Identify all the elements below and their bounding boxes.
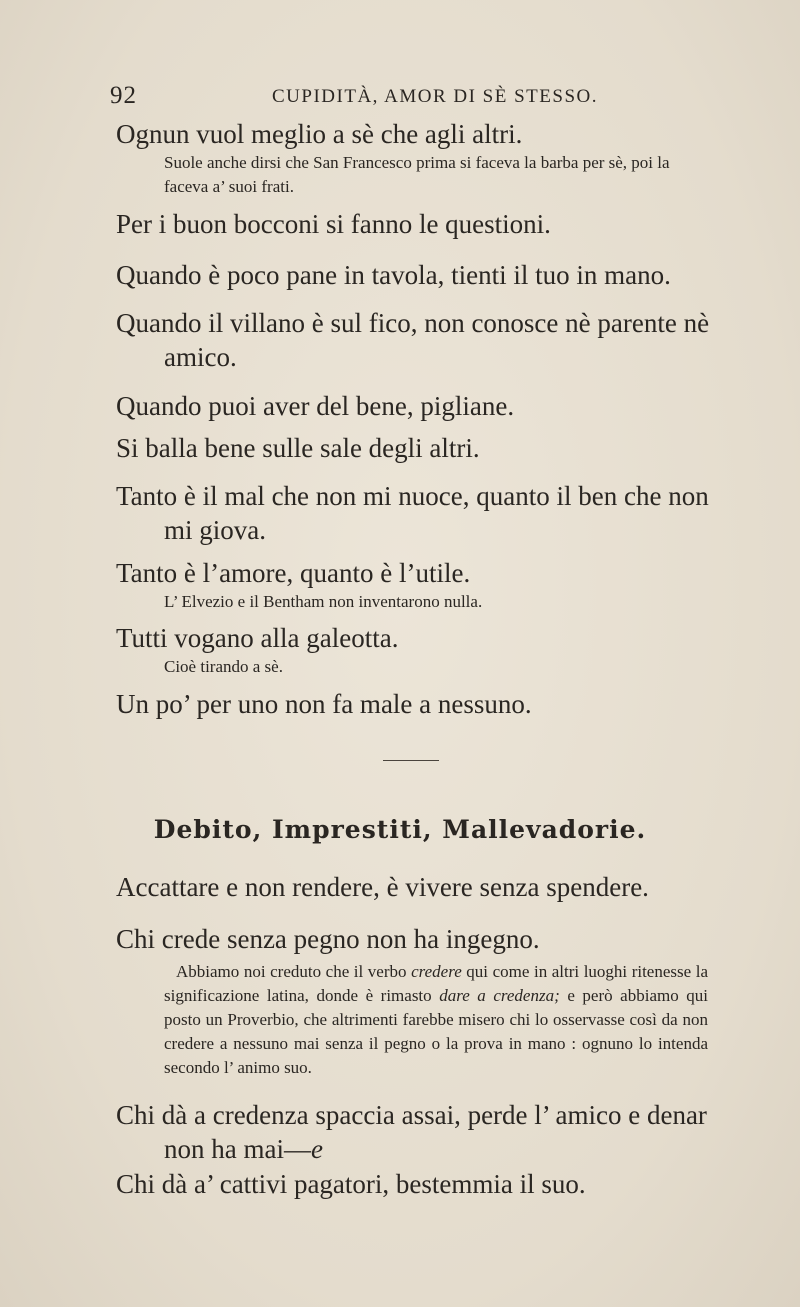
proverb-text: Tutti vogano alla galeotta. [116, 623, 399, 653]
section-divider [383, 760, 439, 761]
proverb-note: Suole anche dirsi che San Francesco prima si faceva la barba per sè, poi la faceva a’ suoi frati. [164, 153, 670, 196]
proverb-note: L’ Elvezio e il Bentham non inventarono nulla. [164, 592, 483, 611]
proverb-text: Ognun vuol meglio a sè che agli altri. [116, 119, 523, 149]
page-header [110, 82, 700, 112]
proverb-italic-part: e [310, 1134, 323, 1164]
proverb-entry [116, 922, 708, 1080]
proverb-entry [116, 687, 716, 721]
running-head: CUPIDITÀ, AMOR DI SÈ STESSO. [272, 86, 598, 107]
proverb-text: Si balla bene sulle sale degli altri. [116, 433, 480, 463]
proverb-entry [116, 258, 716, 292]
proverb-note: Cioè tirando a sè. [164, 657, 283, 676]
note-italic-text: credere [411, 962, 462, 981]
proverb-entry [116, 621, 716, 679]
proverb-text: Un po’ per uno non fa male a nessuno. [116, 689, 532, 719]
proverb-entry [116, 870, 716, 904]
section-title: Debito, Imprestiti, Mallevadorie. [153, 815, 647, 844]
proverb-text: Quando è poco pane in tavola, tienti il tuo in mano. [116, 260, 671, 290]
proverb-text: Accattare e non rendere, è vivere senza spendere. [116, 872, 649, 902]
proverb-note [116, 960, 708, 1080]
proverb-entry [116, 1167, 716, 1201]
note-text: qui come in altri luoghi ritenesse la significazione latina, donde è rimasto [164, 962, 709, 1005]
proverb-text [116, 1098, 726, 1166]
proverb-text: Tanto è l’amore, quanto è l’utile. [116, 558, 471, 588]
page-number: 92 [110, 82, 137, 109]
proverb-entry [116, 431, 716, 465]
proverb-entry [116, 207, 716, 241]
proverb-text: Chi crede senza pegno non ha ingegno. [116, 924, 540, 954]
note-italic-text: dare a credenza; [439, 986, 560, 1005]
proverb-text: Tanto è il mal che non mi nuoce, quanto il ben che non mi giova. [116, 481, 709, 545]
proverb-text: Quando puoi aver del bene, pigliane. [116, 391, 515, 421]
proverb-text: Chi dà a’ cattivi pagatori, bestemmia il suo. [116, 1169, 586, 1199]
proverb-entry [116, 117, 716, 199]
proverb-entry [116, 306, 726, 374]
proverb-text: Quando il villano è sul fico, non conosce nè parente nè amico. [116, 308, 710, 372]
note-text: Abbiamo noi creduto che il verbo [176, 962, 412, 981]
proverb-entry [116, 1098, 726, 1166]
proverb-entry [116, 389, 716, 423]
proverb-text: Per i buon bocconi si fanno le questioni. [116, 209, 551, 239]
proverb-text-part: Chi dà a credenza spaccia assai, perde l’ amico e denar non ha mai— [116, 1100, 707, 1164]
proverb-entry [116, 556, 716, 614]
proverb-entry [116, 479, 726, 547]
note-text: e però abbiamo qui posto un Proverbio, che altrimenti farebbe misero chi lo osservasse così da non credere a nessuno mai senza il pegno o la prova in mano : ognuno lo intenda secondo l’ animo suo. [164, 986, 708, 1077]
